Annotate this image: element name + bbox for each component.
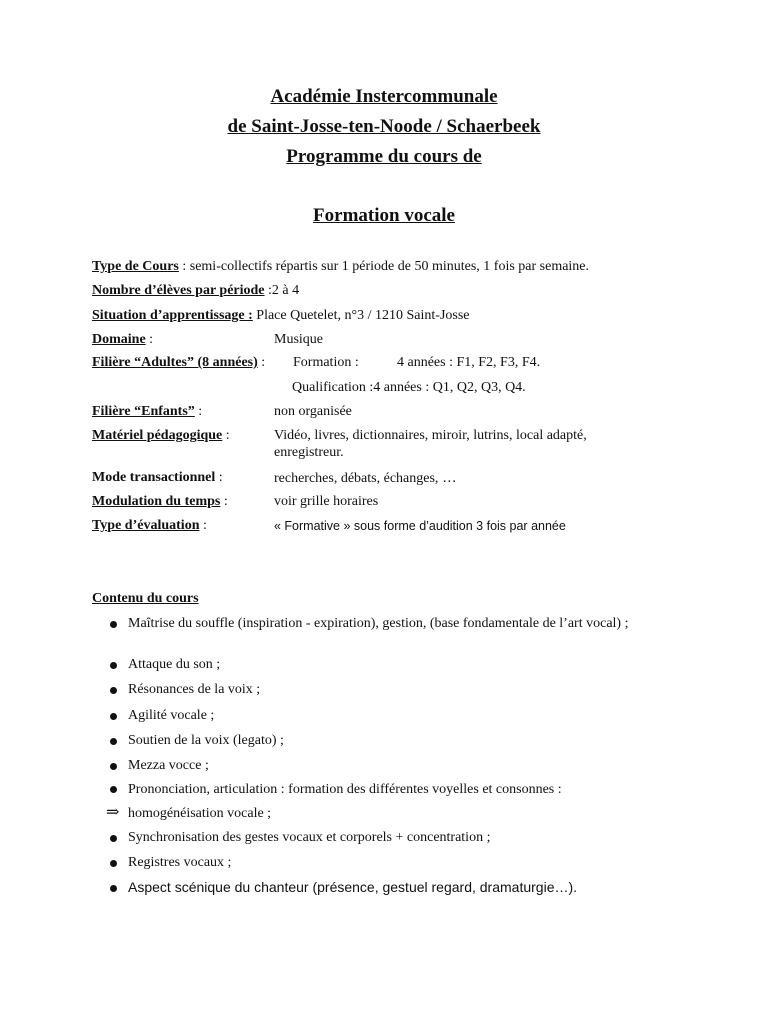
info-situation-row [92, 307, 470, 325]
evaluation-colon: : [199, 518, 207, 533]
list-item: Attaque du son ; [128, 657, 221, 672]
domaine-value: Musique [274, 332, 323, 347]
info-adultes-row [92, 354, 265, 372]
list-item: Agilité vocale ; [128, 708, 215, 723]
adultes-formation: Formation : [293, 355, 359, 370]
list-item: Registres vocaux ; [128, 855, 232, 870]
bullet-icon [110, 763, 117, 770]
situation-label: Situation d’apprentissage : [92, 308, 253, 323]
info-evaluation-row [92, 517, 207, 535]
list-item: Mezza vocce ; [128, 758, 209, 773]
enfants-value: non organisée [274, 404, 352, 419]
info-domaine-row [92, 331, 153, 349]
bullet-icon [110, 713, 117, 720]
evaluation-value: « Formative » sous forme d’audition 3 fois par année [274, 519, 566, 533]
enfants-colon: : [194, 404, 203, 419]
modulation-value: voir grille horaires [274, 494, 379, 509]
adultes-formation-value: 4 années : F1, F2, F3, F4. [397, 355, 541, 370]
situation-value: Place Quetelet, n°3 / 1210 Saint-Josse [252, 308, 470, 323]
list-item: Résonances de la voix ; [128, 682, 261, 697]
nombre-value: :2 à 4 [264, 283, 300, 298]
type-value: : semi-collectifs répartis sur 1 période de 50 minutes, 1 fois par semaine. [178, 259, 590, 274]
arrow-icon: ⇒ [106, 804, 120, 821]
info-nombre-row [92, 282, 299, 300]
modulation-colon: : [220, 494, 228, 509]
mode-value [274, 469, 457, 488]
materiel-label: Matériel pédagogique [92, 428, 223, 443]
evaluation-label: Type d’évaluation [92, 518, 200, 533]
bullet-icon [110, 860, 117, 867]
adultes-colon: : [257, 355, 266, 370]
domaine-colon: : [145, 332, 154, 347]
mode-ellipsis: … [441, 469, 457, 486]
bullet-icon [110, 835, 117, 842]
modulation-label: Modulation du temps [92, 494, 221, 509]
info-modulation-row [92, 493, 228, 511]
header-location: de Saint-Josse-ten-Noode / Schaerbeek [227, 116, 541, 137]
list-item: Aspect scénique du chanteur (présence, gestuel regard, dramaturgie…). [128, 879, 578, 895]
info-type-row [92, 258, 589, 276]
bullet-icon [110, 621, 117, 628]
course-title: Formation vocale [313, 205, 455, 226]
bullet-icon [110, 687, 117, 694]
bullet-icon [110, 786, 117, 793]
list-item: Soutien de la voix (legato) ; [128, 733, 284, 748]
materiel-colon: : [222, 428, 230, 443]
bullet-icon [110, 662, 117, 669]
nombre-label: Nombre d’élèves par période [92, 283, 265, 298]
materiel-value-line1: Vidéo, livres, dictionnaires, miroir, lutrins, local adapté, [274, 428, 587, 443]
list-item: Synchronisation des gestes vocaux et corporels + concentration ; [128, 830, 491, 845]
mode-value-text: recherches, débats, échanges, [274, 471, 439, 486]
domaine-label: Domaine [92, 332, 146, 347]
list-item: Maîtrise du souffle (inspiration - expiration), gestion, (base fondamentale de l’art vocal) ; [128, 616, 629, 631]
mode-colon: : [215, 470, 223, 485]
bullet-icon [110, 738, 117, 745]
contenu-heading-text: Contenu du cours [92, 591, 199, 606]
list-item: homogénéisation vocale ; [128, 806, 272, 821]
bullet-icon [110, 885, 117, 892]
header-programme: Programme du cours de [286, 146, 482, 167]
info-materiel-row [92, 427, 230, 445]
contenu-heading [92, 590, 199, 608]
enfants-label: Filière “Enfants” [92, 404, 195, 419]
materiel-value-line2: enregistreur. [274, 445, 344, 460]
header-academy: Académie Instercommunale [270, 86, 498, 107]
adultes-label: Filière “Adultes” (8 années) [92, 355, 258, 370]
info-mode-row [92, 469, 223, 487]
mode-label: Mode transactionnel [92, 470, 216, 485]
type-label: Type de Cours [92, 259, 179, 274]
list-item: Prononciation, articulation : formation des différentes voyelles et consonnes : [128, 782, 562, 797]
adultes-qualification: Qualification :4 années : Q1, Q2, Q3, Q4. [292, 380, 526, 395]
info-enfants-row [92, 403, 202, 421]
